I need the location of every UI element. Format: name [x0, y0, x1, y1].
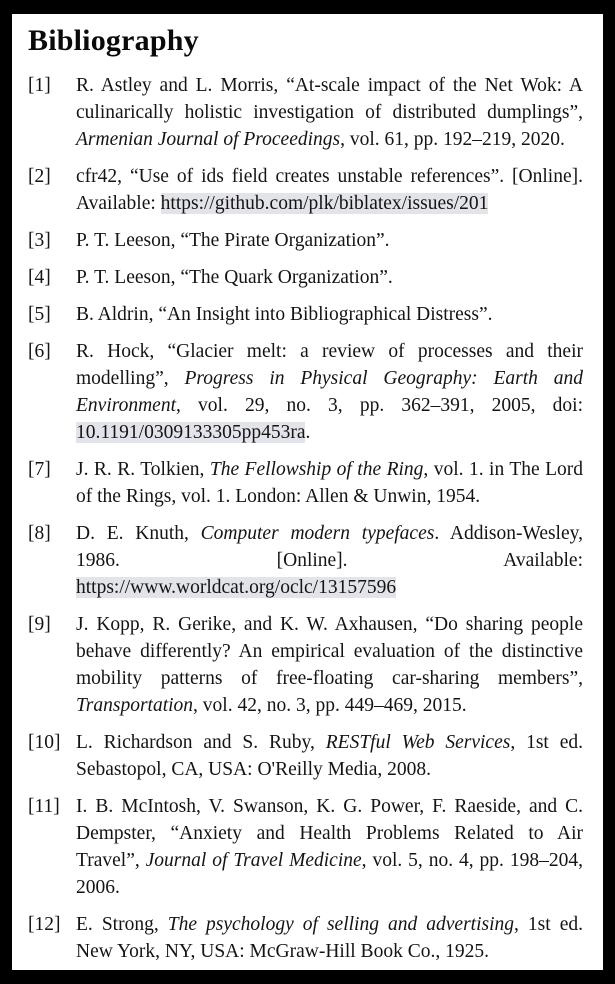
bib-entry-number: [6] — [28, 341, 51, 362]
plain-text: P. T. Leeson, “The Pirate Organization”. — [76, 230, 390, 251]
bib-entry-text — [76, 338, 583, 446]
document-page — [12, 14, 603, 970]
bib-entry — [28, 264, 583, 291]
bib-entry-number: [10] — [28, 732, 61, 753]
plain-text: B. Aldrin, “An Insight into Bibliographical Distress”. — [76, 304, 493, 325]
plain-text: , vol. 42, no. 3, pp. 449–469, 2015. — [193, 695, 467, 716]
plain-text: . Addison-Wesley, 1986. [Online]. Available: — [76, 523, 583, 571]
italic-text: The Fellowship of the Ring — [209, 459, 424, 480]
bibliography-list — [28, 72, 583, 965]
bib-entry — [28, 611, 583, 719]
bib-entry-number: [8] — [28, 523, 51, 544]
bib-entry-number: [3] — [28, 230, 51, 251]
plain-text: cfr42, “Use of ids field creates unstable references”. [Online]. Available: — [76, 166, 583, 214]
italic-text: The psychology of selling and advertising — [167, 914, 515, 935]
bib-entry-text — [76, 520, 583, 601]
bib-entry-text — [76, 264, 583, 291]
plain-text: , vol. 5, no. 4, pp. 198–204, 2006. — [76, 850, 583, 898]
bib-link[interactable]: https://github.com/plk/biblatex/issues/201 — [160, 193, 489, 214]
bib-entry-text — [76, 163, 583, 217]
bib-entry-text — [76, 72, 583, 153]
bib-entry — [28, 227, 583, 254]
italic-text: Transportation — [76, 695, 194, 716]
bib-entry — [28, 163, 583, 217]
plain-text: , 1st ed. New York, NY, USA: McGraw-Hill Book Co., 1925. — [76, 914, 583, 962]
bib-entry — [28, 338, 583, 446]
plain-text: I. B. McIntosh, V. Swanson, K. G. Power, F. Raeside, and C. Dempster, “Anxiety and Health Problems Related to Air Travel”, — [76, 796, 583, 871]
bib-entry-text — [76, 793, 583, 901]
plain-text: , vol. 61, pp. 192–219, 2020. — [340, 129, 565, 150]
bib-entry-text — [76, 611, 583, 719]
bib-entry-number: [1] — [28, 75, 51, 96]
bib-entry-number: [7] — [28, 459, 51, 480]
bib-entry — [28, 911, 583, 965]
bib-entry — [28, 793, 583, 901]
bib-entry-text — [76, 227, 583, 254]
page-title: Bibliography — [28, 24, 199, 57]
bib-entry-number: [2] — [28, 166, 51, 187]
bib-entry-number: [12] — [28, 914, 61, 935]
plain-text: D. E. Knuth, — [76, 523, 201, 544]
bib-entry — [28, 729, 583, 783]
italic-text: RESTful Web Services — [325, 732, 511, 753]
bib-entry-text — [76, 911, 583, 965]
plain-text: , 1st ed. Sebastopol, CA, USA: O'Reilly Media, 2008. — [76, 732, 584, 780]
bib-entry-number: [11] — [28, 796, 60, 817]
plain-text: . — [305, 422, 311, 443]
plain-text: L. Richardson and S. Ruby, — [76, 732, 326, 753]
bib-link[interactable]: https://www.worldcat.org/oclc/13157596 — [76, 577, 397, 598]
bib-entry — [28, 301, 583, 328]
italic-text: Armenian Journal of Proceedings — [76, 129, 341, 150]
bib-entry-text — [76, 301, 583, 328]
italic-text: Computer modern typefaces — [200, 523, 435, 544]
plain-text: J. Kopp, R. Gerike, and K. W. Axhausen, “Do sharing people behave differently? An empirical evaluation of the distinctive mobility patterns of free-floating car-sharing members”, — [76, 614, 583, 689]
bib-entry-number: [9] — [28, 614, 51, 635]
bib-link[interactable]: 10.1191/0309133305pp453ra — [76, 422, 306, 443]
bib-entry — [28, 456, 583, 510]
bib-entry-number: [5] — [28, 304, 51, 325]
plain-text: E. Strong, — [76, 914, 168, 935]
plain-text: J. R. R. Tolkien, — [76, 459, 210, 480]
italic-text: Journal of Travel Medicine — [145, 850, 362, 871]
bib-entry-text — [76, 729, 583, 783]
italic-text: Progress in Physical Geography: Earth and Environment — [76, 368, 583, 416]
bib-entry — [28, 72, 583, 153]
plain-text: , vol. 29, no. 3, pp. 362–391, 2005, doi: — [176, 395, 583, 416]
plain-text: R. Hock, “Glacier melt: a review of processes and their modelling”, — [76, 341, 583, 389]
bib-entry — [28, 520, 583, 601]
plain-text: , vol. 1. in The Lord of the Rings, vol. 1. London: Allen & Unwin, 1954. — [76, 459, 583, 507]
plain-text: R. Astley and L. Morris, “At-scale impact of the Net Wok: A culinarically holistic investigation of distributed dumplings”, — [76, 75, 583, 123]
bib-entry-text — [76, 456, 583, 510]
plain-text: P. T. Leeson, “The Quark Organization”. — [76, 267, 393, 288]
bib-entry-number: [4] — [28, 267, 51, 288]
